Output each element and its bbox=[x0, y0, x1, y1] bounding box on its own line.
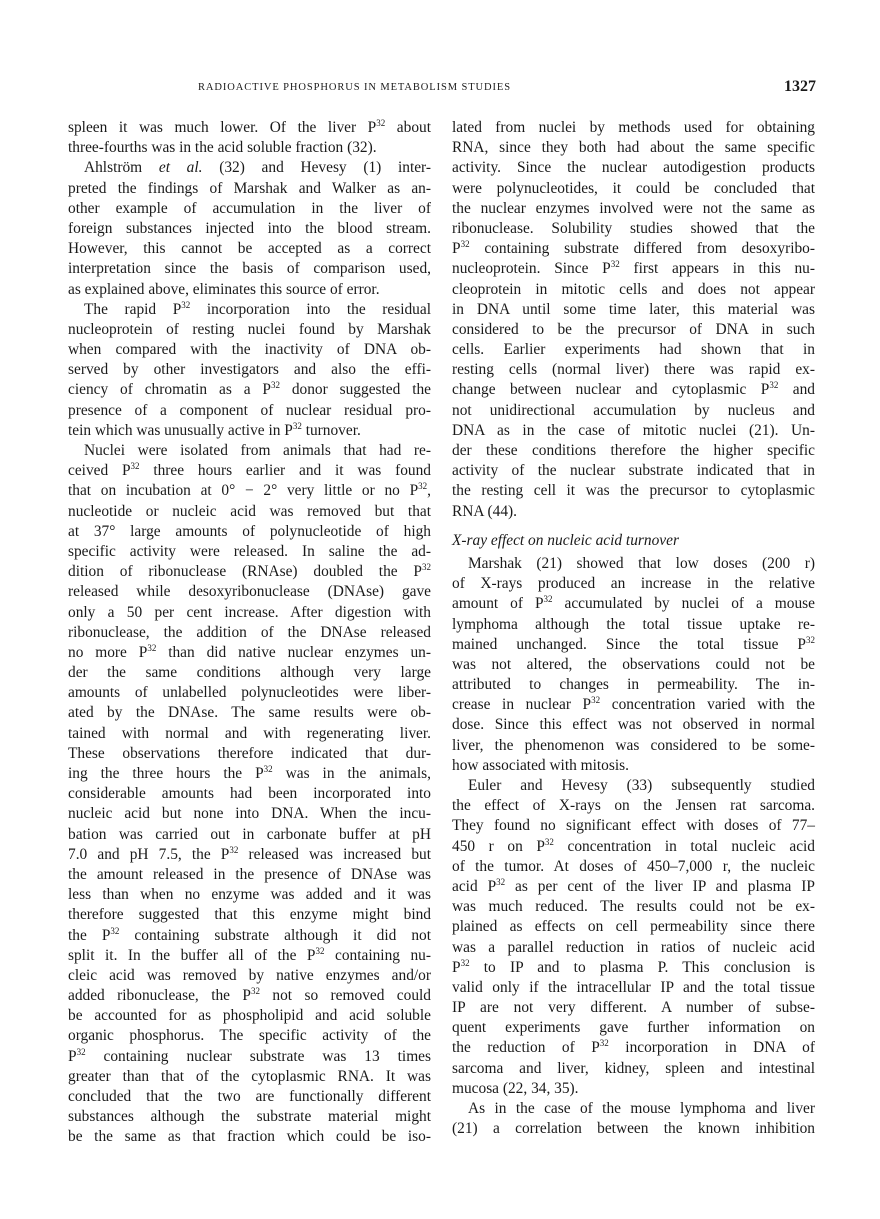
text-line: plained as effects on cell permeability since there bbox=[452, 918, 815, 936]
text-line: the nuclear enzymes involved were not the same as bbox=[452, 199, 815, 217]
text-line: quent experiments gave further information on bbox=[452, 1019, 815, 1037]
text-line: nucleotide or nucleic acid was removed but that bbox=[68, 502, 431, 520]
text-line: ribonuclease. Solubility studies showed that the bbox=[452, 219, 815, 237]
text-line: cells. Earlier experiments had shown that in bbox=[452, 341, 815, 359]
running-title: RADIOACTIVE PHOSPHORUS IN METABOLISM STUDIES bbox=[198, 82, 511, 93]
text-line: was not altered, the observations could not be bbox=[452, 655, 815, 673]
text-line: the effect of X-rays on the Jensen rat sarcoma. bbox=[452, 797, 815, 815]
text-line: ribonuclease, the addition of the DNAse released bbox=[68, 623, 431, 641]
text-line: as explained above, eliminates this source of error. bbox=[68, 280, 380, 298]
page-number: 1327 bbox=[784, 78, 816, 95]
text-line: preted the findings of Marshak and Walker as an- bbox=[68, 179, 431, 197]
text-line: foreign substances injected into the blood stream. bbox=[68, 219, 431, 237]
text-line: dition of ribonuclease (RNAse) doubled the $P^{32}$ bbox=[68, 562, 431, 581]
running-header bbox=[68, 80, 816, 100]
text-line: RNA (44). bbox=[452, 502, 517, 520]
text-line: mucosa (22, 34, 35). bbox=[452, 1079, 579, 1097]
text-line: lymphoma although the total tissue uptake re- bbox=[452, 615, 815, 633]
text-line: IP are not very different. A number of subse- bbox=[452, 999, 815, 1017]
text-line: was much reduced. The results could not be ex- bbox=[452, 898, 815, 916]
left-column bbox=[68, 118, 431, 1148]
text-line: were polynucleotides, it could be concluded that bbox=[452, 179, 815, 197]
text-line: amounts of unlabelled polynucleotides were liber- bbox=[68, 684, 431, 702]
text-line: ated by the DNAse. The same results were ob- bbox=[68, 704, 431, 722]
text-line: cleoprotein in mitotic cells and does not appear bbox=[452, 280, 815, 298]
text-line: served by other investigators and also the effi- bbox=[68, 361, 431, 379]
text-line: released while desoxyribonuclease (DNAse) gave bbox=[68, 583, 431, 601]
text-line: ciency of chromatin as a $P^{32}$ donor suggested the bbox=[68, 380, 432, 399]
text-line: specific activity were released. In saline the ad- bbox=[68, 542, 431, 560]
text-line: the $P^{32}$ containing substrate although it did not bbox=[68, 925, 431, 944]
text-line: substances although the substrate material might bbox=[68, 1108, 431, 1126]
text-line: activity of the nuclear substrate indicated that in bbox=[452, 462, 815, 480]
text-line: greater than that of the cytoplasmic RNA. It was bbox=[68, 1067, 431, 1085]
text-line: nucleic acid but none into DNA. When the incu- bbox=[68, 805, 431, 823]
text-line: of X-rays produced an increase in the relative bbox=[452, 575, 815, 593]
text-line: no more $P^{32}$ than did native nuclear enzymes un- bbox=[68, 642, 431, 661]
text-line: liver, the phenomenon was considered to be some- bbox=[452, 736, 815, 754]
text-line: that on incubation at 0° − 2° very little or no $P^{32}$, bbox=[68, 481, 431, 500]
text-line: activity. Since the nuclear autodigestion products bbox=[452, 159, 815, 177]
text-line: dose. Since this effect was not observed in normal bbox=[452, 716, 815, 734]
text-line: crease in nuclear $P^{32}$ concentration varied with the bbox=[452, 695, 815, 714]
text-line: the reduction of $P^{32}$ incorporation in DNA of bbox=[452, 1038, 815, 1057]
text-line: acid $P^{32}$ as per cent of the liver IP and plasma IP bbox=[452, 876, 815, 895]
text-line: resting cells (normal liver) there was rapid ex- bbox=[452, 361, 815, 379]
text-line: the amount released in the presence of DNAse was bbox=[68, 865, 431, 883]
text-line: presence of a component of nuclear residual pro- bbox=[68, 401, 431, 419]
text-line: Nuclei were isolated from animals that had re- bbox=[84, 442, 431, 459]
text-line: the resting cell it was the precursor to cytoplasmic bbox=[452, 482, 815, 500]
text-line: As in the case of the mouse lymphoma and liver bbox=[468, 1100, 815, 1117]
text-line: DNA as in the case of mitotic nuclei (21). Un- bbox=[452, 421, 815, 439]
text-line: However, this cannot be accepted as a correct bbox=[68, 240, 431, 258]
text-line: only a 50 per cent increase. After digestion with bbox=[68, 603, 431, 621]
text-line: 7.0 and pH 7.5, the $P^{32}$ released was increased but bbox=[68, 844, 431, 863]
text-line: when compared with the inactivity of DNA ob- bbox=[68, 341, 431, 359]
text-line: nucleoprotein. Since $P^{32}$ first appears in this nu- bbox=[452, 259, 815, 278]
right-column-text-after-heading bbox=[452, 554, 815, 1139]
text-line: $P^{32}$ containing nuclear substrate was 13 times bbox=[68, 1046, 431, 1065]
text-line: attributed to changes in permeability. The in- bbox=[452, 676, 815, 694]
text-line: added ribonuclease, the $P^{32}$ not so removed could bbox=[68, 986, 431, 1005]
text-line: nucleoprotein of resting nuclei found by Marshak bbox=[68, 320, 431, 338]
text-line: valid only if the intracellular IP and the total tissue bbox=[452, 978, 815, 996]
text-line: bation was carried out in carbonate buffer at pH bbox=[68, 825, 431, 843]
text-line: These observations therefore indicated that dur- bbox=[68, 744, 431, 762]
text-line: considered to be the precursor of DNA in such bbox=[452, 320, 815, 338]
text-line: $P^{32}$ containing substrate differed from desoxyribo- bbox=[452, 239, 815, 258]
text-line: RNA, since they both had about the same specific bbox=[452, 139, 815, 157]
text-line: lated from nuclei by methods used for obtaining bbox=[452, 119, 815, 136]
text-line: tein which was unusually active in $P^{32}$ turnover. bbox=[68, 420, 361, 439]
text-line: spleen it was much lower. Of the liver $P^{32}$ about bbox=[68, 118, 431, 136]
text-line: organic phosphorus. The specific activity of the bbox=[68, 1027, 431, 1045]
text-line: less than when no enzyme was added and it was bbox=[68, 886, 431, 904]
text-line: concluded that the two are functionally different bbox=[68, 1088, 431, 1105]
text-line: amount of $P^{32}$ accumulated by nuclei of a mouse bbox=[452, 594, 815, 613]
text-line: at 37° large amounts of polynucleotide of high bbox=[68, 522, 431, 540]
text-line: $P^{32}$ to IP and to plasma P. This conclusion is bbox=[452, 957, 815, 976]
text-line: (21) a correlation between the known inhibition bbox=[452, 1120, 815, 1138]
text-line: Marshak (21) showed that low doses (200 r) bbox=[468, 554, 815, 572]
text-line: Euler and Hevesy (33) subsequently studied bbox=[468, 777, 815, 794]
text-line: change between nuclear and cytoplasmic $P^{32}$ and bbox=[452, 380, 815, 399]
section-heading: X-ray effect on nucleic acid turnover bbox=[452, 531, 679, 549]
right-column bbox=[452, 118, 815, 1139]
text-line: ing the three hours the $P^{32}$ was in the animals, bbox=[68, 764, 431, 782]
text-line: sarcoma and liver, kidney, spleen and intestinal bbox=[452, 1059, 815, 1077]
text-line: in DNA until some time later, this material was bbox=[452, 300, 815, 318]
text-line: three-fourths was in the acid soluble fraction (32). bbox=[68, 139, 377, 157]
text-line: They found no significant effect with doses of 77– bbox=[452, 817, 815, 835]
text-line: split it. In the buffer all of the $P^{32}$ containing nu- bbox=[68, 945, 431, 964]
text-line: The rapid $P^{32}$ incorporation into the residual bbox=[84, 299, 431, 318]
text-line: was a parallel reduction in ratios of nucleic acid bbox=[452, 938, 815, 956]
text-line: Ahlström et al. (32) and Hevesy (1) inter- bbox=[84, 159, 431, 177]
text-line: der these conditions therefore the higher specific bbox=[452, 442, 815, 459]
text-line: how associated with mitosis. bbox=[452, 756, 629, 774]
text-line: mained unchanged. Since the total tissue $P^{32}$ bbox=[452, 634, 815, 653]
text-line: therefore suggested that this enzyme might bind bbox=[68, 906, 431, 924]
text-line: der the same conditions although very large bbox=[68, 664, 431, 682]
text-line: ceived $P^{32}$ three hours earlier and it was found bbox=[68, 461, 431, 480]
right-column-text-before-heading bbox=[452, 118, 815, 522]
text-line: cleic acid was removed by native enzymes and/or bbox=[68, 966, 431, 984]
text-line: not unidirectional accumulation by nucleus and bbox=[452, 401, 815, 419]
text-line: be accounted for as phospholipid and acid soluble bbox=[68, 1007, 431, 1025]
text-line: of the tumor. At doses of 450–7,000 r, the nucleic bbox=[452, 857, 815, 875]
text-line: tained with normal and with regenerating liver. bbox=[68, 724, 431, 742]
text-line: interpretation since the basis of comparison used, bbox=[68, 260, 431, 278]
text-line: other example of accumulation in the liver of bbox=[68, 199, 431, 217]
text-line: 450 r on $P^{32}$ concentration in total nucleic acid bbox=[452, 836, 815, 855]
text-line: be the same as that fraction which could be iso- bbox=[68, 1128, 431, 1146]
text-line: considerable amounts had been incorporated into bbox=[68, 785, 431, 803]
